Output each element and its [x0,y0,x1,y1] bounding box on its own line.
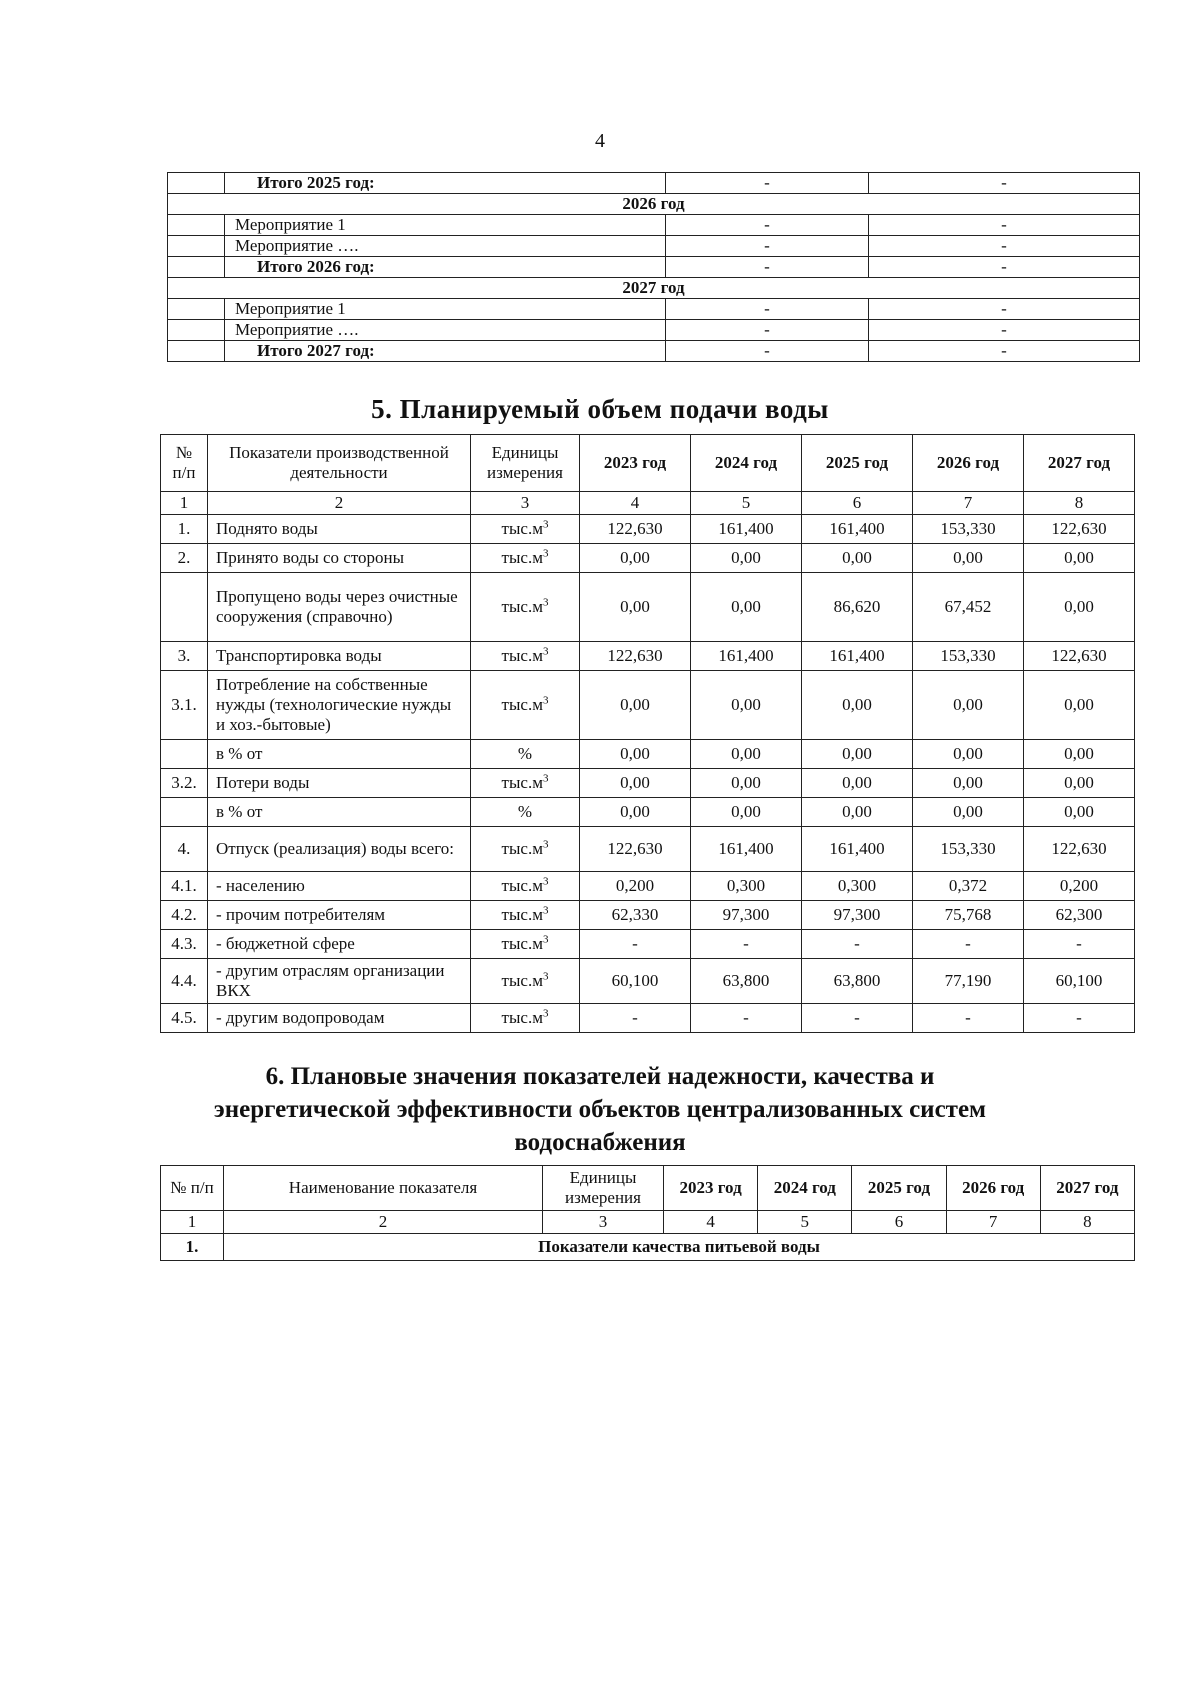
value-cell: 153,330 [913,642,1024,671]
year-row [168,194,1140,215]
unit-cell [471,515,580,544]
measure-value: - [869,341,1140,362]
value-cell: - [913,930,1024,959]
value-cell: 67,452 [913,573,1024,642]
row-num: 4.5. [161,1004,208,1033]
value-cell: 0,00 [1024,740,1135,769]
value-cell: 0,200 [1024,872,1135,901]
value-cell: 0,00 [580,740,691,769]
unit-superscript: 3 [542,970,549,983]
row-num: 3.1. [161,671,208,740]
row-num [168,257,225,278]
total-label: Итого 2027 год: [225,341,666,362]
value-cell: 0,00 [802,544,913,573]
row-num: 4.2. [161,901,208,930]
col-number: 2 [208,492,471,515]
row-num: 3.2. [161,769,208,798]
measure-value: - [869,215,1140,236]
value-cell: 62,330 [580,901,691,930]
row-num [161,573,208,642]
value-cell: 0,00 [913,671,1024,740]
measure-label: Мероприятие 1 [225,299,666,320]
value-cell: 161,400 [691,515,802,544]
row-num [168,173,225,194]
table-row [168,173,1140,194]
table-row [168,236,1140,257]
unit-text: тыс.м [501,1008,543,1027]
year-label: 2026 год [168,194,1140,215]
table-row [161,573,1135,642]
group-num: 1. [161,1234,224,1261]
row-num [168,215,225,236]
indicator-name: Транспортировка воды [208,642,471,671]
header-year: 2026 год [913,435,1024,492]
unit-text: тыс.м [501,597,543,616]
table-row [161,959,1135,1004]
row-num: 2. [161,544,208,573]
value-cell: 60,100 [580,959,691,1004]
value-cell: 0,00 [580,671,691,740]
unit-text: тыс.м [501,519,543,538]
unit-text: тыс.м [501,934,543,953]
indicator-name: Отпуск (реализация) воды всего: [208,827,471,872]
table-row [161,515,1135,544]
column-number-row [161,1211,1135,1234]
value-cell: 122,630 [580,642,691,671]
table-row [161,544,1135,573]
value-cell: 0,00 [802,798,913,827]
indicator-name: Пропущено воды через очистные сооружения (справочно) [208,573,471,642]
unit-text: тыс.м [501,548,543,567]
value-cell: - [802,930,913,959]
unit-superscript: 3 [542,933,549,946]
value-cell: 75,768 [913,901,1024,930]
value-cell: 0,00 [691,798,802,827]
value-cell: 0,00 [691,671,802,740]
value-cell: 0,00 [580,573,691,642]
value-cell: - [802,1004,913,1033]
header-year: 2027 год [1024,435,1135,492]
value-cell: 0,00 [1024,573,1135,642]
row-num [161,798,208,827]
col-number: 6 [852,1211,946,1234]
value-cell: 161,400 [802,827,913,872]
unit-superscript: 3 [542,1007,549,1020]
table-header-row [161,435,1135,492]
section-6-title-line: энергетической эффективности объектов централизованных систем [213,1096,987,1123]
col-number: 3 [543,1211,664,1234]
header-year: 2026 год [946,1166,1040,1211]
row-num [168,236,225,257]
row-num [168,299,225,320]
header-year: 2025 год [852,1166,946,1211]
value-cell: - [691,1004,802,1033]
value-cell: 122,630 [1024,827,1135,872]
table-row [161,872,1135,901]
unit-cell [471,573,580,642]
unit-text: % [517,802,533,821]
indicator-name: Потребление на собственные нужды (технологические нужды и хоз.-бытовые) [208,671,471,740]
value-cell: 122,630 [580,827,691,872]
value-cell: 0,00 [802,671,913,740]
table-row [161,642,1135,671]
value-cell: 0,00 [1024,671,1135,740]
row-num: 4.1. [161,872,208,901]
unit-cell [471,930,580,959]
unit-cell [471,798,580,827]
col-number: 6 [802,492,913,515]
value-cell: 0,200 [580,872,691,901]
quality-indicators-table [160,1165,1135,1261]
value-cell: 0,00 [691,573,802,642]
table-row [168,257,1140,278]
unit-text: тыс.м [501,905,543,924]
value-cell: 0,00 [913,798,1024,827]
col-number: 8 [1024,492,1135,515]
value-cell: 63,800 [802,959,913,1004]
water-volume-table [160,434,1135,1033]
unit-superscript: 3 [542,596,549,609]
measure-value: - [666,341,869,362]
value-cell: 60,100 [1024,959,1135,1004]
header-num: № п/п [161,1166,224,1211]
table-row [161,769,1135,798]
value-cell: 161,400 [691,827,802,872]
value-cell: 161,400 [802,642,913,671]
col-number: 7 [913,492,1024,515]
row-num: 1. [161,515,208,544]
unit-superscript: 3 [542,547,549,560]
col-number: 8 [1040,1211,1134,1234]
row-num [161,740,208,769]
table-row [168,341,1140,362]
unit-cell [471,959,580,1004]
unit-cell [471,1004,580,1033]
value-cell: 0,00 [580,798,691,827]
year-label: 2027 год [168,278,1140,299]
value-cell: 0,300 [802,872,913,901]
unit-text: тыс.м [501,695,543,714]
unit-text: тыс.м [501,971,543,990]
value-cell: 153,330 [913,827,1024,872]
row-num: 4.3. [161,930,208,959]
value-cell: - [580,1004,691,1033]
value-cell: - [913,1004,1024,1033]
table-row [161,1004,1135,1033]
measure-value: - [666,257,869,278]
value-cell: 0,372 [913,872,1024,901]
measure-value: - [869,173,1140,194]
section-6-title-line: 6. Плановые значения показателей надежности, качества и [265,1063,935,1090]
section-6-title-line: водоснабжения [514,1129,686,1156]
measure-value: - [666,215,869,236]
row-num [168,320,225,341]
value-cell: 0,00 [802,740,913,769]
unit-text: % [517,744,533,763]
value-cell: 0,00 [913,740,1024,769]
unit-text: тыс.м [501,773,543,792]
col-number: 1 [161,1211,224,1234]
table-row [161,827,1135,872]
total-label: Итого 2026 год: [225,257,666,278]
row-num [168,341,225,362]
indicator-name: - другим водопроводам [208,1004,471,1033]
unit-cell [471,642,580,671]
unit-cell [471,901,580,930]
table-row [168,299,1140,320]
value-cell: 0,00 [913,544,1024,573]
header-unit: Единицы измерения [543,1166,664,1211]
unit-superscript: 3 [542,645,549,658]
unit-superscript: 3 [542,772,549,785]
value-cell: 161,400 [802,515,913,544]
group-row [161,1234,1135,1261]
table-row [161,930,1135,959]
measure-label: Мероприятие 1 [225,215,666,236]
value-cell: 86,620 [802,573,913,642]
value-cell: 0,00 [1024,769,1135,798]
value-cell: 0,00 [1024,798,1135,827]
table-row [168,320,1140,341]
column-number-row [161,492,1135,515]
indicator-name: - другим отраслям организации ВКХ [208,959,471,1004]
value-cell: 0,300 [691,872,802,901]
value-cell: - [1024,1004,1135,1033]
value-cell: 77,190 [913,959,1024,1004]
row-num: 4. [161,827,208,872]
col-number: 3 [471,492,580,515]
col-number: 7 [946,1211,1040,1234]
measure-value: - [869,236,1140,257]
col-number: 5 [691,492,802,515]
year-row [168,278,1140,299]
header-year: 2024 год [691,435,802,492]
value-cell: 0,00 [1024,544,1135,573]
value-cell: 122,630 [580,515,691,544]
table-row [161,671,1135,740]
value-cell: 0,00 [691,769,802,798]
value-cell: - [580,930,691,959]
value-cell: - [691,930,802,959]
value-cell: 62,300 [1024,901,1135,930]
col-number: 4 [580,492,691,515]
row-num: 3. [161,642,208,671]
table-header-row [161,1166,1135,1211]
col-number: 5 [758,1211,852,1234]
header-year: 2027 год [1040,1166,1134,1211]
measure-value: - [869,299,1140,320]
measure-value: - [666,299,869,320]
indicator-name: Поднято воды [208,515,471,544]
measure-value: - [869,257,1140,278]
header-name: Наименование показателя [224,1166,543,1211]
value-cell: 0,00 [691,740,802,769]
header-year: 2023 год [580,435,691,492]
unit-text: тыс.м [501,646,543,665]
unit-text: тыс.м [501,839,543,858]
col-number: 4 [664,1211,758,1234]
table-row [161,798,1135,827]
value-cell: 0,00 [913,769,1024,798]
unit-superscript: 3 [542,518,549,531]
unit-cell [471,740,580,769]
indicator-name: в % от [208,798,471,827]
indicator-name: Принято воды со стороны [208,544,471,573]
table-row [161,901,1135,930]
unit-cell [471,872,580,901]
value-cell: 0,00 [580,544,691,573]
unit-cell [471,671,580,740]
indicator-name: - населению [208,872,471,901]
unit-superscript: 3 [542,694,549,707]
measure-value: - [666,173,869,194]
col-number: 2 [224,1211,543,1234]
unit-text: тыс.м [501,876,543,895]
value-cell: 122,630 [1024,515,1135,544]
unit-superscript: 3 [542,875,549,888]
indicator-name: - прочим потребителям [208,901,471,930]
header-year: 2024 год [758,1166,852,1211]
measure-label: Мероприятие …. [225,320,666,341]
value-cell: 161,400 [691,642,802,671]
measure-value: - [869,320,1140,341]
unit-cell [471,769,580,798]
indicator-name: - бюджетной сфере [208,930,471,959]
unit-superscript: 3 [542,904,549,917]
value-cell: 97,300 [691,901,802,930]
header-year: 2025 год [802,435,913,492]
group-label: Показатели качества питьевой воды [224,1234,1135,1261]
page-number: 4 [595,130,605,152]
total-label: Итого 2025 год: [225,173,666,194]
unit-cell [471,544,580,573]
measure-value: - [666,236,869,257]
col-number: 1 [161,492,208,515]
value-cell: - [1024,930,1135,959]
measure-value: - [666,320,869,341]
measure-label: Мероприятие …. [225,236,666,257]
table-row [168,215,1140,236]
table-row [161,740,1135,769]
value-cell: 0,00 [802,769,913,798]
value-cell: 63,800 [691,959,802,1004]
value-cell: 0,00 [580,769,691,798]
measures-table [167,172,1140,362]
header-year: 2023 год [664,1166,758,1211]
row-num: 4.4. [161,959,208,1004]
unit-superscript: 3 [542,838,549,851]
indicator-name: в % от [208,740,471,769]
indicator-name: Потери воды [208,769,471,798]
section-5-title: 5. Планируемый объем подачи воды [371,394,829,424]
section-6-title [0,1060,1200,1159]
value-cell: 153,330 [913,515,1024,544]
value-cell: 0,00 [691,544,802,573]
header-unit: Единицы измерения [471,435,580,492]
value-cell: 122,630 [1024,642,1135,671]
header-name: Показатели производственной деятельности [208,435,471,492]
unit-cell [471,827,580,872]
value-cell: 97,300 [802,901,913,930]
header-num: № п/п [161,435,208,492]
